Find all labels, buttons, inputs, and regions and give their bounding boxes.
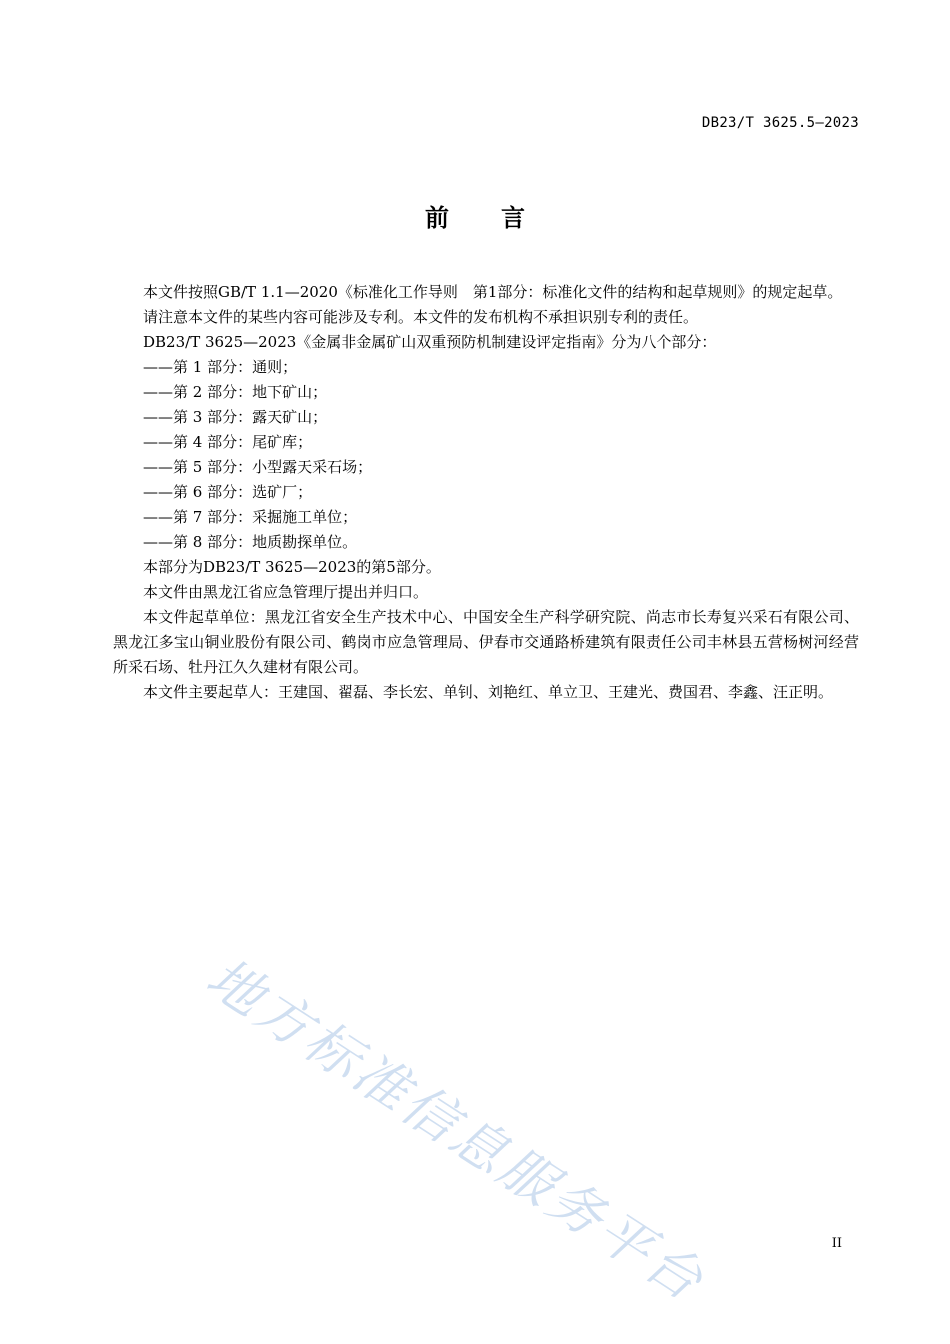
list-item-part-3: ——第 3 部分：露天矿山；: [143, 408, 328, 426]
title-char-1: 前: [425, 204, 449, 232]
page-number: II: [831, 1236, 842, 1251]
paragraph-drafters: 本文件主要起草人：王建国、翟磊、李长宏、单钊、刘艳红、单立卫、王建光、费国君、李鑫、汪正明。: [143, 683, 834, 701]
paragraph-this-part: 本部分为DB23/T 3625—2023的第5部分。: [143, 558, 441, 576]
paragraph-drafting-units: 本文件起草单位：黑龙江省安全生产技术中心、中国安全生产科学研究院、尚志市长寿复兴采石有限公司、黑龙江多宝山铜业股份有限公司、鹤岗市应急管理局、伊春市交通路桥建筑有限责任公司丰林县五营杨树河经营所采石场、牡丹江久久建材有限公司。: [113, 608, 859, 676]
paragraph-patent-notice: 请注意本文件的某些内容可能涉及专利。本文件的发布机构不承担识别专利的责任。: [143, 308, 699, 326]
paragraph-proposer: 本文件由黑龙江省应急管理厅提出并归口。: [143, 583, 429, 601]
list-item-part-4: ——第 4 部分：尾矿库；: [143, 433, 313, 451]
title-char-2: 言: [501, 204, 525, 232]
list-item-part-5: ——第 5 部分：小型露天采石场；: [143, 458, 373, 476]
list-item-part-1: ——第 1 部分：通则；: [143, 358, 298, 376]
document-code: DB23/T 3625.5—2023: [701, 115, 859, 131]
list-item-part-7: ——第 7 部分：采掘施工单位；: [143, 508, 358, 526]
list-item-part-2: ——第 2 部分：地下矿山；: [143, 383, 328, 401]
foreword-body: [113, 280, 859, 705]
paragraph-drafting-basis: 本文件按照GB/T 1.1—2020《标准化工作导则 第1部分：标准化文件的结构和起草规则》的规定起草。: [143, 283, 843, 301]
paragraph-series-intro: DB23/T 3625—2023《金属非金属矿山双重预防机制建设评定指南》分为八个部分：: [143, 333, 717, 351]
page-title: [0, 198, 950, 233]
watermark: 地方标准信息服务平台: [195, 945, 717, 1315]
list-item-part-6: ——第 6 部分：选矿厂；: [143, 483, 313, 501]
list-item-part-8: ——第 8 部分：地质勘探单位。: [143, 533, 358, 551]
